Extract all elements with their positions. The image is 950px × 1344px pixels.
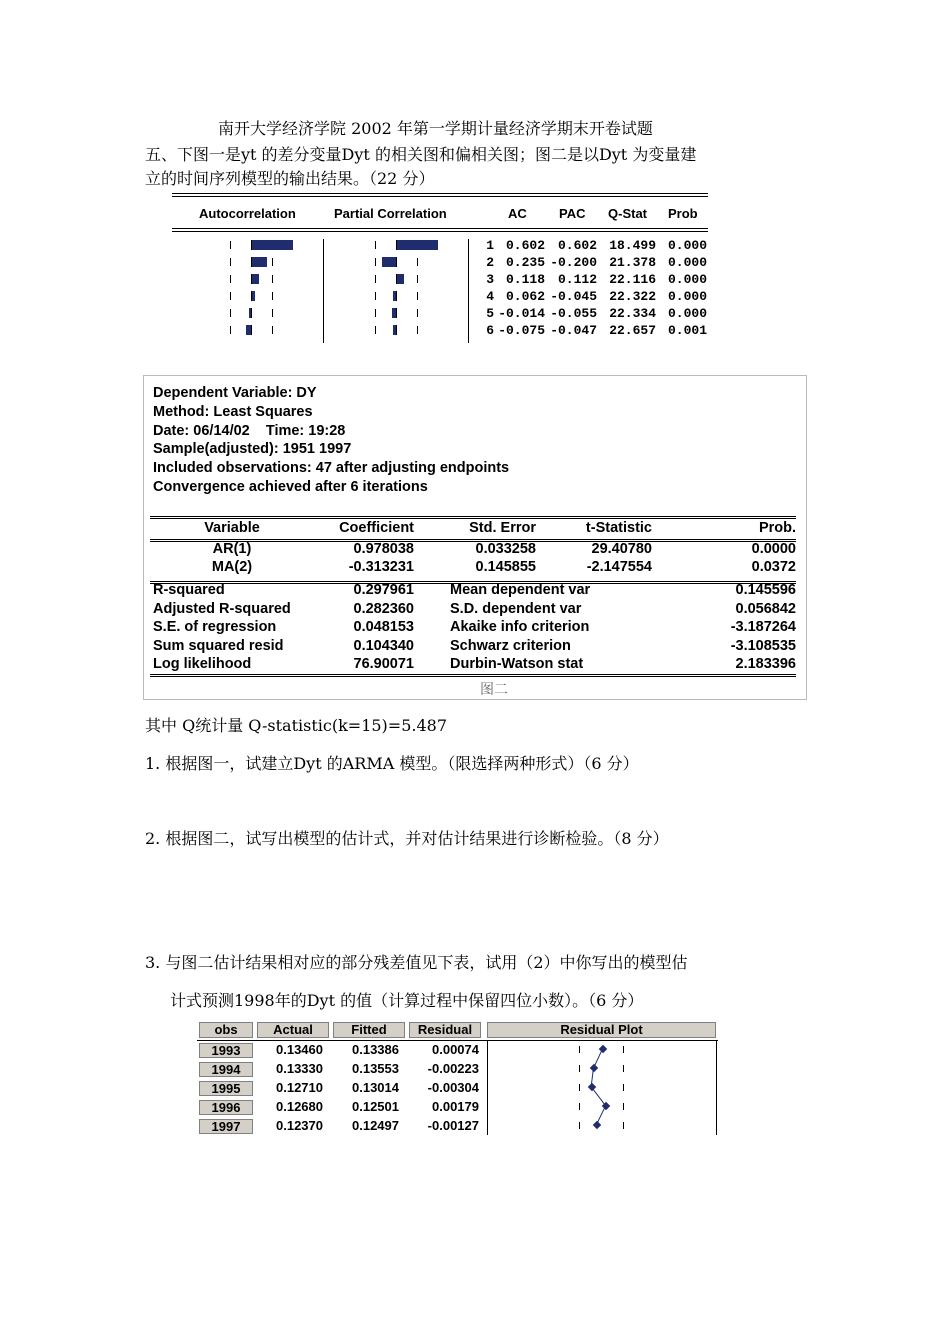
stat-label-right: Schwarz criterion bbox=[450, 637, 571, 654]
qstat-value: 22.116 bbox=[609, 272, 656, 287]
pac-ci-tick-left bbox=[375, 326, 376, 334]
coef-prob: 0.0000 bbox=[751, 541, 796, 557]
actual-cell: 0.12710 bbox=[276, 1080, 323, 1095]
qstat-value: 22.334 bbox=[609, 306, 656, 321]
question-2: 2. 根据图二，试写出模型的估计式，并对估计结果进行诊断检验。（8 分） bbox=[145, 829, 669, 848]
pac-zero-line bbox=[396, 240, 397, 250]
ac-ci-tick-right bbox=[272, 292, 273, 300]
pac-bar bbox=[396, 274, 404, 284]
stat-value-left: 0.104340 bbox=[353, 637, 414, 654]
ac-ci-tick-left bbox=[230, 292, 231, 300]
pac-value: 0.112 bbox=[557, 272, 597, 287]
residual-table bbox=[197, 1022, 718, 1135]
stat-label-right: Akaike info criterion bbox=[450, 619, 590, 635]
question5-line1: 五、下图一是yt 的差分变量Dyt 的相关图和偏相关图；图二是以Dyt 为变量建 bbox=[145, 145, 697, 164]
stat-value-right: 0.056842 bbox=[735, 600, 796, 617]
coef-t-statistic: 29.40780 bbox=[591, 541, 652, 557]
ac-ci-tick-right bbox=[272, 326, 273, 334]
stat-value-right: 2.183396 bbox=[735, 656, 796, 672]
plot-ci-tick-right bbox=[623, 1122, 624, 1129]
header-actual: Actual bbox=[257, 1022, 329, 1038]
question-3-line2: 计式预测1998年的Dyt 的值（计算过程中保留四位小数）。（6 分） bbox=[170, 991, 644, 1010]
lag-value: 1 bbox=[486, 238, 494, 253]
figure2-caption: 图二 bbox=[480, 682, 508, 698]
qstat-value: 21.378 bbox=[609, 255, 656, 270]
fitted-cell: 0.12501 bbox=[352, 1099, 399, 1114]
pac-zero-line bbox=[396, 308, 397, 318]
coef-variable: AR(1) bbox=[212, 541, 252, 557]
residual-point bbox=[590, 1064, 598, 1072]
regression-output bbox=[143, 375, 807, 700]
col-std-error: Std. Error bbox=[469, 520, 536, 536]
obs-cell: 1994 bbox=[199, 1062, 253, 1077]
ac-zero-line bbox=[251, 257, 252, 267]
obs-cell: 1993 bbox=[199, 1043, 253, 1058]
prob-value: 0.001 bbox=[667, 323, 707, 338]
question-1: 1. 根据图一，试建立Dyt 的ARMA 模型。（限选择两种形式）（6 分） bbox=[145, 754, 639, 773]
question5-line2: 立的时间序列模型的输出结果。（22 分） bbox=[145, 169, 435, 188]
ac-ci-tick-left bbox=[230, 241, 231, 249]
pac-zero-line bbox=[396, 257, 397, 267]
lag-value: 4 bbox=[486, 289, 494, 304]
q-statistic-note: 其中 Q统计量 Q-statistic(k=15)=5.487 bbox=[145, 716, 448, 735]
pac-value: -0.200 bbox=[550, 255, 597, 270]
pac-plot-header: Partial Correlation bbox=[334, 206, 447, 221]
pac-ci-tick-right bbox=[417, 309, 418, 317]
stat-value-left: 0.048153 bbox=[353, 619, 414, 635]
pac-ci-tick-right bbox=[417, 292, 418, 300]
stat-value-left: 0.282360 bbox=[353, 600, 414, 617]
pac-zero-line bbox=[396, 325, 397, 335]
plot-ci-tick-right bbox=[623, 1046, 624, 1053]
prob-value: 0.000 bbox=[667, 289, 707, 304]
ac-ci-tick-right bbox=[272, 309, 273, 317]
question-3-line1: 3. 与图二估计结果相对应的部分残差值见下表，试用（2）中你写出的模型估 bbox=[145, 953, 688, 972]
prob-value: 0.000 bbox=[667, 255, 707, 270]
residual-cell: -0.00127 bbox=[427, 1118, 479, 1133]
stat-value-left: 76.90071 bbox=[353, 656, 414, 672]
ac-value: 0.062 bbox=[505, 289, 545, 304]
col-t-statistic: t-Statistic bbox=[585, 520, 652, 536]
obs-cell: 1995 bbox=[199, 1081, 253, 1096]
lag-value: 2 bbox=[486, 255, 494, 270]
actual-cell: 0.12370 bbox=[276, 1118, 323, 1133]
header-residual: Residual bbox=[409, 1022, 481, 1038]
header-obs: obs bbox=[199, 1022, 253, 1038]
ac-value: 0.602 bbox=[505, 238, 545, 253]
ac-value: -0.075 bbox=[498, 323, 545, 338]
ac-ci-tick-right bbox=[272, 275, 273, 283]
ac-zero-line bbox=[251, 308, 252, 318]
regression-header-line: Date: 06/14/02 Time: 19:28 bbox=[153, 422, 346, 439]
plot-ci-tick-left bbox=[579, 1122, 580, 1129]
pac-ci-tick-left bbox=[375, 309, 376, 317]
coef-value: -0.313231 bbox=[348, 559, 414, 575]
stat-label-left: S.E. of regression bbox=[153, 619, 277, 635]
plot-ci-tick-right bbox=[623, 1103, 624, 1110]
ac-value: 0.235 bbox=[505, 255, 545, 270]
regression-header-line: Included observations: 47 after adjusting endpoints bbox=[153, 460, 510, 477]
stat-value-right: 0.145596 bbox=[735, 582, 796, 598]
ac-value: 0.118 bbox=[505, 272, 545, 287]
pac-bar bbox=[396, 240, 438, 250]
pac-ci-tick-right bbox=[417, 275, 418, 283]
regression-header-line: Method: Least Squares bbox=[153, 403, 313, 420]
col-prob: Prob. bbox=[758, 520, 796, 536]
coef-std-error: 0.145855 bbox=[475, 559, 536, 575]
header-fitted: Fitted bbox=[333, 1022, 405, 1038]
actual-cell: 0.13460 bbox=[276, 1042, 323, 1057]
pac-value: -0.047 bbox=[550, 323, 597, 338]
ac-bar bbox=[251, 240, 293, 250]
qstat-header: Q-Stat bbox=[608, 206, 647, 221]
regression-header-line: Convergence achieved after 6 iterations bbox=[153, 479, 428, 495]
ac-zero-line bbox=[251, 274, 252, 284]
ac-ci-tick-right bbox=[272, 258, 273, 266]
residual-point bbox=[593, 1121, 601, 1129]
pac-value: -0.055 bbox=[550, 306, 597, 321]
qstat-value: 18.499 bbox=[609, 238, 656, 253]
plot-ci-tick-right bbox=[623, 1065, 624, 1072]
pac-zero-line bbox=[396, 291, 397, 301]
pac-zero-line bbox=[396, 274, 397, 284]
regression-header-line: Dependent Variable: DY bbox=[153, 385, 317, 401]
pac-ci-tick-left bbox=[375, 275, 376, 283]
plot-ci-tick-left bbox=[579, 1084, 580, 1091]
fitted-cell: 0.13014 bbox=[352, 1080, 399, 1095]
pac-ci-tick-left bbox=[375, 241, 376, 249]
pac-bar bbox=[382, 257, 396, 267]
fitted-cell: 0.13386 bbox=[352, 1042, 399, 1057]
prob-value: 0.000 bbox=[667, 306, 707, 321]
ac-ci-tick-left bbox=[230, 309, 231, 317]
ac-value: -0.014 bbox=[498, 306, 545, 321]
qstat-value: 22.657 bbox=[609, 323, 656, 338]
stat-label-right: S.D. dependent var bbox=[450, 600, 582, 617]
stat-label-left: Sum squared resid bbox=[153, 637, 284, 654]
pac-ci-tick-right bbox=[417, 326, 418, 334]
obs-cell: 1996 bbox=[199, 1100, 253, 1115]
coef-std-error: 0.033258 bbox=[475, 541, 536, 557]
ac-ci-tick-left bbox=[230, 275, 231, 283]
fitted-cell: 0.12497 bbox=[352, 1118, 399, 1133]
plot-ci-tick-left bbox=[579, 1065, 580, 1072]
ac-zero-line bbox=[251, 291, 252, 301]
ac-plot-header: Autocorrelation bbox=[199, 206, 296, 221]
header-residual-plot: Residual Plot bbox=[487, 1022, 716, 1038]
coef-t-statistic: -2.147554 bbox=[586, 559, 652, 575]
col-variable: Variable bbox=[204, 520, 260, 536]
prob-header: Prob bbox=[668, 206, 698, 221]
residual-cell: 0.00074 bbox=[432, 1042, 479, 1057]
residual-cell: -0.00223 bbox=[427, 1061, 479, 1076]
lag-value: 3 bbox=[486, 272, 494, 287]
pac-value: 0.602 bbox=[557, 238, 597, 253]
residual-cell: -0.00304 bbox=[427, 1080, 479, 1095]
lag-value: 5 bbox=[486, 306, 494, 321]
stat-value-right: -3.187264 bbox=[730, 619, 796, 635]
regression-header-line: Sample(adjusted): 1951 1997 bbox=[153, 441, 352, 458]
ac-bar bbox=[251, 274, 259, 284]
stat-label-left: Adjusted R-squared bbox=[153, 600, 291, 617]
stat-label-right: Mean dependent var bbox=[450, 582, 591, 598]
prob-value: 0.000 bbox=[667, 238, 707, 253]
stat-label-left: Log likelihood bbox=[153, 656, 252, 672]
plot-ci-tick-right bbox=[623, 1084, 624, 1091]
prob-value: 0.000 bbox=[667, 272, 707, 287]
qstat-value: 22.322 bbox=[609, 289, 656, 304]
coef-variable: MA(2) bbox=[211, 559, 253, 575]
residual-cell: 0.00179 bbox=[432, 1099, 479, 1114]
plot-ci-tick-left bbox=[579, 1103, 580, 1110]
col-coefficient: Coefficient bbox=[339, 520, 414, 536]
ac-zero-line bbox=[251, 325, 252, 335]
actual-cell: 0.13330 bbox=[276, 1061, 323, 1076]
coef-value: 0.978038 bbox=[353, 541, 414, 557]
coef-prob: 0.0372 bbox=[751, 559, 796, 575]
ac-header: AC bbox=[508, 206, 527, 221]
ac-zero-line bbox=[251, 240, 252, 250]
pac-header: PAC bbox=[559, 206, 586, 221]
plot-ci-tick-left bbox=[579, 1046, 580, 1053]
pac-ci-tick-right bbox=[417, 258, 418, 266]
stat-value-right: -3.108535 bbox=[730, 637, 796, 654]
pac-value: -0.045 bbox=[550, 289, 597, 304]
stat-label-left: R-squared bbox=[153, 582, 225, 598]
stat-label-right: Durbin-Watson stat bbox=[450, 656, 584, 672]
stat-value-left: 0.297961 bbox=[353, 582, 414, 598]
fitted-cell: 0.13553 bbox=[352, 1061, 399, 1076]
ac-ci-tick-left bbox=[230, 326, 231, 334]
pac-ci-tick-left bbox=[375, 258, 376, 266]
pac-ci-tick-left bbox=[375, 292, 376, 300]
lag-value: 6 bbox=[486, 323, 494, 338]
ac-ci-tick-left bbox=[230, 258, 231, 266]
correlogram bbox=[172, 193, 708, 345]
exam-title: 南开大学经济学院 2002 年第一学期计量经济学期末开卷试题 bbox=[218, 119, 653, 138]
ac-bar bbox=[251, 257, 267, 267]
actual-cell: 0.12680 bbox=[276, 1099, 323, 1114]
obs-cell: 1997 bbox=[199, 1119, 253, 1134]
